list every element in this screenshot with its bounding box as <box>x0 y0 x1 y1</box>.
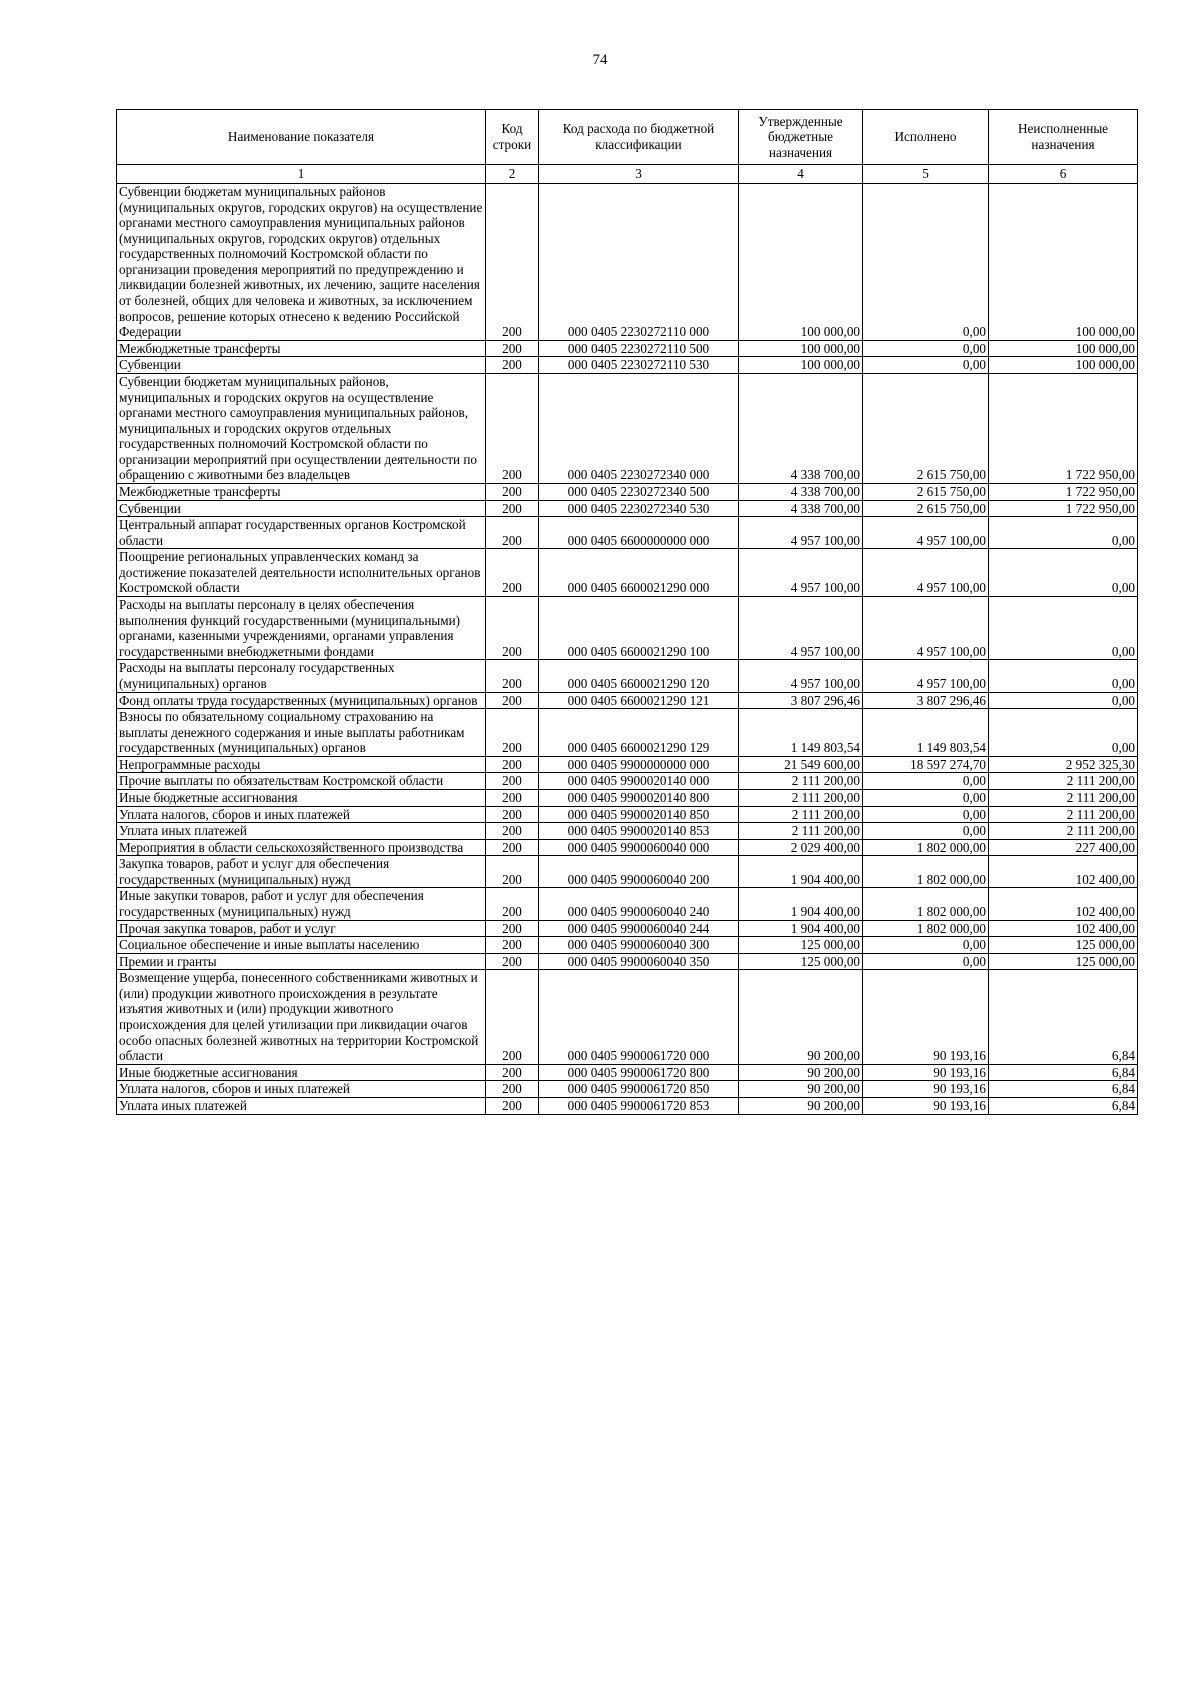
executed-amount-cell: 2 615 750,00 <box>863 500 989 517</box>
indicator-name-cell: Возмещение ущерба, понесенного собственниками животных и (или) продукции животного происхождения в результате изъятия животных и (или) продукции животного происхождения для целей утилизации при ликвидации очагов особо опасных болезней животных на территории Костромской области <box>117 970 486 1064</box>
unexecuted-amount-cell: 100 000,00 <box>989 357 1138 374</box>
line-code-cell: 200 <box>486 1081 539 1098</box>
line-code-cell: 200 <box>486 839 539 856</box>
expense-code-cell: 000 0405 9900020140 853 <box>539 823 739 840</box>
line-code-cell: 200 <box>486 517 539 549</box>
table-row <box>117 756 1138 773</box>
expense-code-cell: 000 0405 9900060040 240 <box>539 888 739 920</box>
page-number: 74 <box>592 52 608 68</box>
table-row <box>117 773 1138 790</box>
indicator-name-cell: Уплата налогов, сборов и иных платежей <box>117 1081 486 1098</box>
table-row <box>117 1064 1138 1081</box>
unexecuted-amount-cell: 1 722 950,00 <box>989 483 1138 500</box>
expense-code-cell: 000 0405 9900061720 800 <box>539 1064 739 1081</box>
expense-code-cell: 000 0405 9900061720 000 <box>539 970 739 1064</box>
approved-amount-cell: 125 000,00 <box>739 937 863 954</box>
line-code-cell: 200 <box>486 888 539 920</box>
table-row <box>117 953 1138 970</box>
expense-code-cell: 000 0405 9900000000 000 <box>539 756 739 773</box>
unexecuted-amount-cell: 125 000,00 <box>989 937 1138 954</box>
executed-amount-cell: 1 802 000,00 <box>863 888 989 920</box>
unexecuted-amount-cell: 102 400,00 <box>989 856 1138 888</box>
indicator-name-cell: Уплата иных платежей <box>117 823 486 840</box>
line-code-cell: 200 <box>486 953 539 970</box>
indicator-name-cell: Центральный аппарат государственных органов Костромской области <box>117 517 486 549</box>
line-code-cell: 200 <box>486 483 539 500</box>
indicator-name-cell: Непрограммные расходы <box>117 756 486 773</box>
table-row <box>117 709 1138 757</box>
approved-amount-cell: 2 111 200,00 <box>739 806 863 823</box>
expense-code-cell: 000 0405 9900020140 800 <box>539 789 739 806</box>
indicator-name-cell: Межбюджетные трансферты <box>117 340 486 357</box>
indicator-name-cell: Иные бюджетные ассигнования <box>117 1064 486 1081</box>
expense-code-cell: 000 0405 6600000000 000 <box>539 517 739 549</box>
approved-amount-cell: 90 200,00 <box>739 1081 863 1098</box>
table-row <box>117 500 1138 517</box>
header-executed: Исполнено <box>863 110 989 165</box>
unexecuted-amount-cell: 0,00 <box>989 517 1138 549</box>
expense-code-cell: 000 0405 6600021290 000 <box>539 549 739 597</box>
column-number: 3 <box>539 165 739 184</box>
table-row <box>117 373 1138 483</box>
executed-amount-cell: 0,00 <box>863 823 989 840</box>
unexecuted-amount-cell: 0,00 <box>989 692 1138 709</box>
column-number-row <box>117 165 1138 184</box>
unexecuted-amount-cell: 125 000,00 <box>989 953 1138 970</box>
unexecuted-amount-cell: 1 722 950,00 <box>989 500 1138 517</box>
indicator-name-cell: Субвенции <box>117 357 486 374</box>
header-approved: Утвержденные бюджетные назначения <box>739 110 863 165</box>
line-code-cell: 200 <box>486 500 539 517</box>
unexecuted-amount-cell: 227 400,00 <box>989 839 1138 856</box>
executed-amount-cell: 3 807 296,46 <box>863 692 989 709</box>
indicator-name-cell: Премии и гранты <box>117 953 486 970</box>
column-number: 6 <box>989 165 1138 184</box>
line-code-cell: 200 <box>486 373 539 483</box>
unexecuted-amount-cell: 100 000,00 <box>989 340 1138 357</box>
approved-amount-cell: 4 338 700,00 <box>739 373 863 483</box>
expense-code-cell: 000 0405 9900061720 850 <box>539 1081 739 1098</box>
line-code-cell: 200 <box>486 970 539 1064</box>
expense-code-cell: 000 0405 9900060040 244 <box>539 920 739 937</box>
table-row <box>117 660 1138 692</box>
expense-code-cell: 000 0405 9900020140 000 <box>539 773 739 790</box>
unexecuted-amount-cell: 6,84 <box>989 1097 1138 1114</box>
table-row <box>117 517 1138 549</box>
line-code-cell: 200 <box>486 823 539 840</box>
approved-amount-cell: 4 957 100,00 <box>739 517 863 549</box>
column-number: 4 <box>739 165 863 184</box>
line-code-cell: 200 <box>486 184 539 341</box>
indicator-name-cell: Иные бюджетные ассигнования <box>117 789 486 806</box>
indicator-name-cell: Субвенции бюджетам муниципальных районов, муниципальных и городских округов на осуществление органами местного самоуправления муниципальных районов, муниципальных и городских округов отдельных государственных полномочий Костромской области по организации мероприятий при осуществлении деятельности по обращению с животными без владельцев <box>117 373 486 483</box>
header-unexecuted: Неисполненные назначения <box>989 110 1138 165</box>
line-code-cell: 200 <box>486 773 539 790</box>
table-row <box>117 1097 1138 1114</box>
approved-amount-cell: 1 904 400,00 <box>739 856 863 888</box>
unexecuted-amount-cell: 2 111 200,00 <box>989 806 1138 823</box>
expense-code-cell: 000 0405 9900060040 300 <box>539 937 739 954</box>
approved-amount-cell: 2 029 400,00 <box>739 839 863 856</box>
indicator-name-cell: Закупка товаров, работ и услуг для обеспечения государственных (муниципальных) нужд <box>117 856 486 888</box>
approved-amount-cell: 100 000,00 <box>739 340 863 357</box>
approved-amount-cell: 4 957 100,00 <box>739 597 863 660</box>
executed-amount-cell: 1 149 803,54 <box>863 709 989 757</box>
table-row <box>117 856 1138 888</box>
header-indicator-name: Наименование показателя <box>117 110 486 165</box>
executed-amount-cell: 4 957 100,00 <box>863 549 989 597</box>
expense-code-cell: 000 0405 6600021290 121 <box>539 692 739 709</box>
expense-code-cell: 000 0405 9900060040 350 <box>539 953 739 970</box>
column-number: 2 <box>486 165 539 184</box>
executed-amount-cell: 0,00 <box>863 340 989 357</box>
table-row <box>117 970 1138 1064</box>
line-code-cell: 200 <box>486 1064 539 1081</box>
executed-amount-cell: 1 802 000,00 <box>863 839 989 856</box>
expense-code-cell: 000 0405 9900060040 200 <box>539 856 739 888</box>
table-row <box>117 920 1138 937</box>
expense-code-cell: 000 0405 2230272110 000 <box>539 184 739 341</box>
column-number: 1 <box>117 165 486 184</box>
indicator-name-cell: Фонд оплаты труда государственных (муниципальных) органов <box>117 692 486 709</box>
line-code-cell: 200 <box>486 340 539 357</box>
executed-amount-cell: 0,00 <box>863 773 989 790</box>
line-code-cell: 200 <box>486 806 539 823</box>
indicator-name-cell: Уплата иных платежей <box>117 1097 486 1114</box>
indicator-name-cell: Взносы по обязательному социальному страхованию на выплаты денежного содержания и иные выплаты работникам государственных (муниципальных) органов <box>117 709 486 757</box>
executed-amount-cell: 1 802 000,00 <box>863 920 989 937</box>
approved-amount-cell: 125 000,00 <box>739 953 863 970</box>
approved-amount-cell: 2 111 200,00 <box>739 773 863 790</box>
unexecuted-amount-cell: 102 400,00 <box>989 888 1138 920</box>
unexecuted-amount-cell: 6,84 <box>989 970 1138 1064</box>
table-row <box>117 549 1138 597</box>
executed-amount-cell: 0,00 <box>863 357 989 374</box>
table-row <box>117 597 1138 660</box>
unexecuted-amount-cell: 2 111 200,00 <box>989 773 1138 790</box>
line-code-cell: 200 <box>486 660 539 692</box>
table-row <box>117 823 1138 840</box>
unexecuted-amount-cell: 6,84 <box>989 1081 1138 1098</box>
approved-amount-cell: 1 904 400,00 <box>739 888 863 920</box>
executed-amount-cell: 90 193,16 <box>863 1064 989 1081</box>
expense-code-cell: 000 0405 2230272110 530 <box>539 357 739 374</box>
table-row <box>117 184 1138 341</box>
line-code-cell: 200 <box>486 920 539 937</box>
table-row <box>117 888 1138 920</box>
indicator-name-cell: Мероприятия в области сельскохозяйственного производства <box>117 839 486 856</box>
line-code-cell: 200 <box>486 709 539 757</box>
approved-amount-cell: 2 111 200,00 <box>739 823 863 840</box>
approved-amount-cell: 90 200,00 <box>739 1097 863 1114</box>
executed-amount-cell: 0,00 <box>863 184 989 341</box>
indicator-name-cell: Субвенции бюджетам муниципальных районов (муниципальных округов, городских округов) на осуществление органами местного самоуправления муниципальных районов (муниципальных округов, городских округов) отдельных государственных полномочий Костромской области по организации проведения мероприятий по предупреждению и ликвидации болезней животных, их лечению, защите населения от болезней, общих для человека и животных, за исключением вопросов, решение которых отнесено к ведению Российской Федерации <box>117 184 486 341</box>
approved-amount-cell: 100 000,00 <box>739 184 863 341</box>
expense-code-cell: 000 0405 9900020140 850 <box>539 806 739 823</box>
unexecuted-amount-cell: 100 000,00 <box>989 184 1138 341</box>
expense-code-cell: 000 0405 6600021290 100 <box>539 597 739 660</box>
executed-amount-cell: 0,00 <box>863 953 989 970</box>
executed-amount-cell: 0,00 <box>863 789 989 806</box>
expense-code-cell: 000 0405 9900060040 000 <box>539 839 739 856</box>
line-code-cell: 200 <box>486 937 539 954</box>
table-row <box>117 937 1138 954</box>
executed-amount-cell: 0,00 <box>863 806 989 823</box>
executed-amount-cell: 90 193,16 <box>863 1081 989 1098</box>
unexecuted-amount-cell: 2 111 200,00 <box>989 823 1138 840</box>
column-number: 5 <box>863 165 989 184</box>
executed-amount-cell: 2 615 750,00 <box>863 373 989 483</box>
expense-code-cell: 000 0405 2230272340 530 <box>539 500 739 517</box>
expense-code-cell: 000 0405 2230272110 500 <box>539 340 739 357</box>
table-row <box>117 789 1138 806</box>
table-row <box>117 839 1138 856</box>
table-row <box>117 692 1138 709</box>
approved-amount-cell: 3 807 296,46 <box>739 692 863 709</box>
executed-amount-cell: 90 193,16 <box>863 970 989 1064</box>
unexecuted-amount-cell: 0,00 <box>989 709 1138 757</box>
approved-amount-cell: 90 200,00 <box>739 970 863 1064</box>
approved-amount-cell: 4 957 100,00 <box>739 660 863 692</box>
approved-amount-cell: 100 000,00 <box>739 357 863 374</box>
indicator-name-cell: Расходы на выплаты персоналу государственных (муниципальных) органов <box>117 660 486 692</box>
executed-amount-cell: 4 957 100,00 <box>863 517 989 549</box>
line-code-cell: 200 <box>486 789 539 806</box>
executed-amount-cell: 4 957 100,00 <box>863 597 989 660</box>
approved-amount-cell: 1 904 400,00 <box>739 920 863 937</box>
executed-amount-cell: 0,00 <box>863 937 989 954</box>
table-body <box>117 184 1138 1115</box>
unexecuted-amount-cell: 2 111 200,00 <box>989 789 1138 806</box>
executed-amount-cell: 18 597 274,70 <box>863 756 989 773</box>
approved-amount-cell: 90 200,00 <box>739 1064 863 1081</box>
indicator-name-cell: Субвенции <box>117 500 486 517</box>
line-code-cell: 200 <box>486 1097 539 1114</box>
executed-amount-cell: 90 193,16 <box>863 1097 989 1114</box>
table-row <box>117 340 1138 357</box>
executed-amount-cell: 1 802 000,00 <box>863 856 989 888</box>
unexecuted-amount-cell: 2 952 325,30 <box>989 756 1138 773</box>
approved-amount-cell: 21 549 600,00 <box>739 756 863 773</box>
table-row <box>117 357 1138 374</box>
unexecuted-amount-cell: 6,84 <box>989 1064 1138 1081</box>
table-row <box>117 806 1138 823</box>
line-code-cell: 200 <box>486 756 539 773</box>
budget-execution-table <box>116 109 1138 1115</box>
table-header-row <box>117 110 1138 165</box>
executed-amount-cell: 2 615 750,00 <box>863 483 989 500</box>
unexecuted-amount-cell: 0,00 <box>989 597 1138 660</box>
approved-amount-cell: 4 957 100,00 <box>739 549 863 597</box>
indicator-name-cell: Прочие выплаты по обязательствам Костромской области <box>117 773 486 790</box>
indicator-name-cell: Уплата налогов, сборов и иных платежей <box>117 806 486 823</box>
table-row <box>117 1081 1138 1098</box>
expense-code-cell: 000 0405 6600021290 120 <box>539 660 739 692</box>
unexecuted-amount-cell: 102 400,00 <box>989 920 1138 937</box>
indicator-name-cell: Расходы на выплаты персоналу в целях обеспечения выполнения функций государственными (муниципальными) органами, казенными учреждениями, органами управления государственными внебюджетными фондами <box>117 597 486 660</box>
expense-code-cell: 000 0405 9900061720 853 <box>539 1097 739 1114</box>
header-expense-code: Код расхода по бюджетной классификации <box>539 110 739 165</box>
approved-amount-cell: 1 149 803,54 <box>739 709 863 757</box>
indicator-name-cell: Поощрение региональных управленческих команд за достижение показателей деятельности исполнительных органов Костромской области <box>117 549 486 597</box>
approved-amount-cell: 4 338 700,00 <box>739 483 863 500</box>
unexecuted-amount-cell: 1 722 950,00 <box>989 373 1138 483</box>
line-code-cell: 200 <box>486 856 539 888</box>
unexecuted-amount-cell: 0,00 <box>989 660 1138 692</box>
executed-amount-cell: 4 957 100,00 <box>863 660 989 692</box>
approved-amount-cell: 4 338 700,00 <box>739 500 863 517</box>
line-code-cell: 200 <box>486 549 539 597</box>
expense-code-cell: 000 0405 2230272340 500 <box>539 483 739 500</box>
header-line-code: Код строки <box>486 110 539 165</box>
indicator-name-cell: Межбюджетные трансферты <box>117 483 486 500</box>
line-code-cell: 200 <box>486 692 539 709</box>
unexecuted-amount-cell: 0,00 <box>989 549 1138 597</box>
expense-code-cell: 000 0405 6600021290 129 <box>539 709 739 757</box>
table-row <box>117 483 1138 500</box>
indicator-name-cell: Прочая закупка товаров, работ и услуг <box>117 920 486 937</box>
approved-amount-cell: 2 111 200,00 <box>739 789 863 806</box>
line-code-cell: 200 <box>486 357 539 374</box>
indicator-name-cell: Иные закупки товаров, работ и услуг для обеспечения государственных (муниципальных) нужд <box>117 888 486 920</box>
indicator-name-cell: Социальное обеспечение и иные выплаты населению <box>117 937 486 954</box>
expense-code-cell: 000 0405 2230272340 000 <box>539 373 739 483</box>
line-code-cell: 200 <box>486 597 539 660</box>
